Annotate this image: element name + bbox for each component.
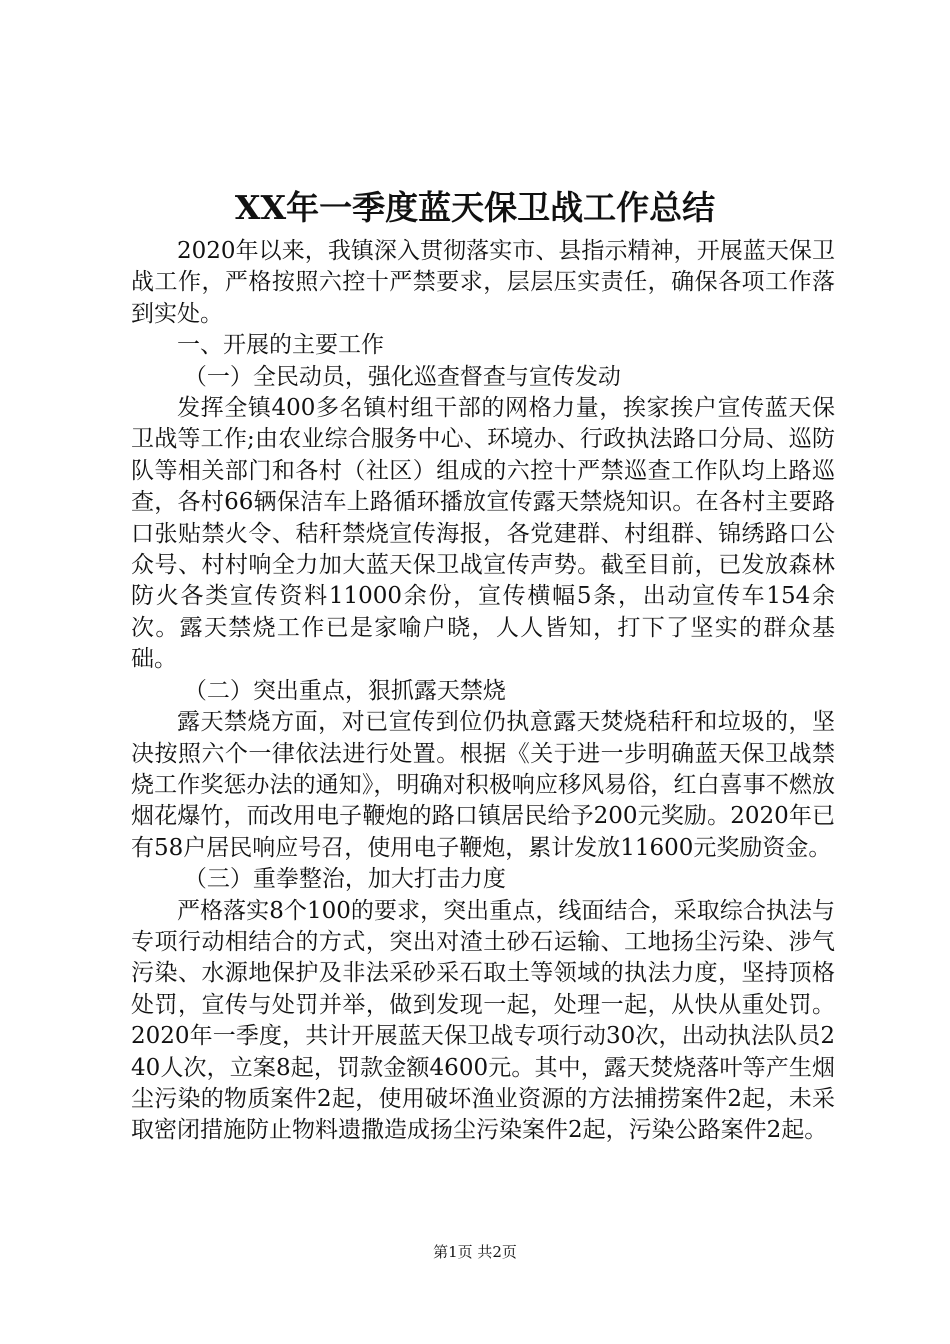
- body-paragraph-1: 发挥全镇400多名镇村组干部的网格力量，挨家挨户宣传蓝天保卫战等工作;由农业综合服务中心、环境办、行政执法路口分局、巡防队等相关部门和各村（社区）组成的六控十严禁巡查工作队均上路巡查，各村66辆保洁车上路循环播放宣传露天禁烧知识。在各村主要路口张贴禁火令、秸秆禁烧宣传海报，各党建群、村组群、锦绣路口公众号、村村响全力加大蓝天保卫战宣传声势。截至目前，已发放森林防火各类宣传资料11000余份，宣传横幅5条，出动宣传车154余次。露天禁烧工作已是家喻户晓，人人皆知，打下了坚实的群众基础。: [131, 395, 835, 673]
- subsection-heading-1: （一）全民动员，强化巡查督查与宣传发动: [183, 363, 621, 390]
- intro-paragraph: 2020年以来，我镇深入贯彻落实市、县指示精神，开展蓝天保卫战工作，严格按照六控十严禁要求，层层压实责任，确保各项工作落到实处。: [131, 238, 835, 327]
- body-paragraph-2: 露天禁烧方面，对已宣传到位仍执意露天焚烧秸秆和垃圾的，坚决按照六个一律依法进行处置。根据《关于进一步明确蓝天保卫战禁烧工作奖惩办法的通知》，明确对积极响应移风易俗，红白喜事不燃放烟花爆竹，而改用电子鞭炮的路口镇居民给予200元奖励。2020年已有58户居民响应号召，使用电子鞭炮，累计发放11600元奖励资金。: [131, 709, 835, 861]
- page-footer: 第1页 共2页: [433, 1243, 517, 1261]
- subsection-heading-3: （三）重拳整治，加大打击力度: [183, 866, 506, 893]
- document-title: XX年一季度蓝天保卫战工作总结: [234, 188, 716, 227]
- document-body: [131, 236, 835, 1147]
- subsection-heading-2: （二）突出重点，狠抓露天禁烧: [183, 677, 506, 704]
- body-paragraph-3: 严格落实8个100的要求，突出重点，线面结合，采取综合执法与专项行动相结合的方式，突出对渣土砂石运输、工地扬尘污染、涉气污染、水源地保护及非法采砂采石取土等领域的执法力度，坚持顶格处罚，宣传与处罚并举，做到发现一起，处理一起，从快从重处罚。2020年一季度，共计开展蓝天保卫战专项行动30次，出动执法队员240人次，立案8起，罚款金额4600元。其中，露天焚烧落叶等产生烟尘污染的物质案件2起，使用破坏渔业资源的方法捕捞案件2起，未采取密闭措施防止物料遗撒造成扬尘污染案件2起，污染公路案件2起。: [131, 897, 835, 1144]
- section-heading-main-work: 一、开展的主要工作: [177, 332, 384, 359]
